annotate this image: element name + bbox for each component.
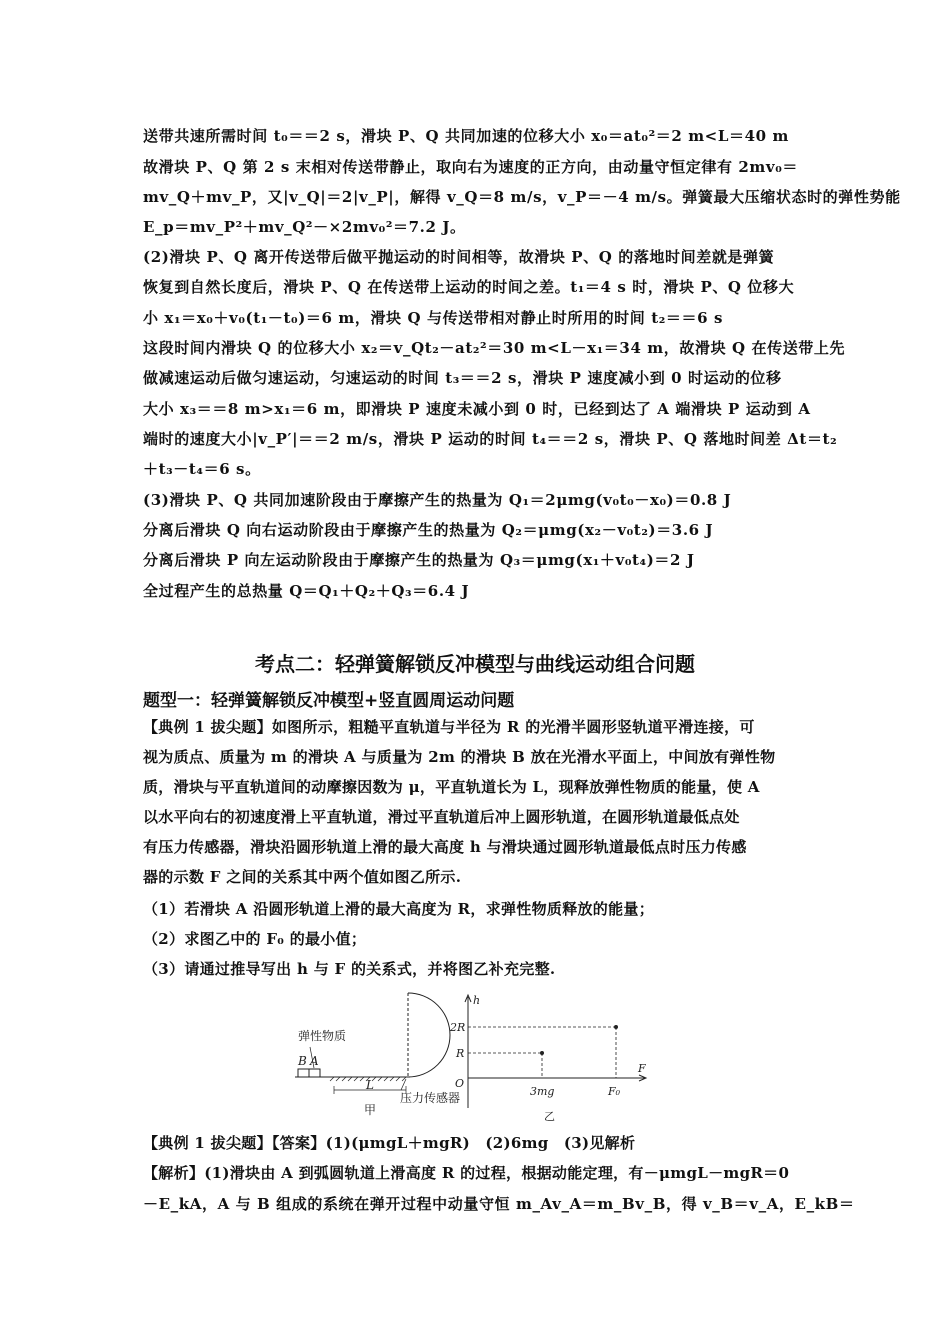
solution-line-9: 做减速运动后做匀速运动，匀速运动的时间 t₃＝＝2 s，滑块 P 速度减小到 0 时运动的位移 xyxy=(143,369,782,387)
solution-line-8: 这段时间内滑块 Q 的位移大小 x₂＝v_Qt₂－at₂²＝30 m<L－x₁＝34 m，故滑块 Q 在传送带上先 xyxy=(143,339,846,357)
solution-line-16: 全过程产生的总热量 Q＝Q₁＋Q₂＋Q₃＝6.4 J xyxy=(143,582,470,600)
solution-line-7: 小 x₁＝x₀＋v₀(t₁－t₀)＝6 m，滑块 Q 与传送带相对静止时所用的时间 t₂＝＝6 s xyxy=(143,309,723,327)
solution-line-6: 恢复到自然长度后，滑块 P、Q 在传送带上运动的时间之差。t₁＝4 s 时，滑块 P、Q 位移大 xyxy=(143,278,795,296)
solution-line-12: ＋t₃－t₄＝6 s。 xyxy=(143,460,261,478)
figure-svg xyxy=(290,992,670,1127)
sensor-pointer xyxy=(401,1079,406,1090)
block-a-label: A xyxy=(310,1054,319,1068)
question-3: （3）请通过推导写出 h 与 F 的关系式，并将图乙补充完整. xyxy=(143,960,556,978)
tick-R: R xyxy=(456,1047,465,1060)
problem-line-6: 器的示数 F 之间的关系其中两个值如图乙所示. xyxy=(143,868,462,886)
solution-line-14: 分离后滑块 Q 向右运动阶段由于摩擦产生的热量为 Q₂＝μmg(x₂－v₀t₂)＝3.6 J xyxy=(143,521,714,539)
solution-line-2: 故滑块 P、Q 第 2 s 末相对传送带静止，取向右为速度的正方向，由动量守恒定律有 2mv₀＝ xyxy=(143,158,798,176)
solution-line-3: mv_Q＋mv_P，又|v_Q|＝2|v_P|，解得 v_Q＝8 m/s，v_P＝－4 m/s。弹簧最大压缩状态时的弹性势能 xyxy=(143,188,901,206)
problem-line-5: 有压力传感器，滑块沿圆形轨道上滑的最大高度 h 与滑块通过圆形轨道最低点时压力传感 xyxy=(143,838,747,856)
tick-2R: 2R xyxy=(450,1021,466,1034)
tick-3mg: 3mg xyxy=(530,1085,555,1098)
solution-line-5: (2)滑块 P、Q 离开传送带后做平抛运动的时间相等，故滑块 P、Q 的落地时间差就是弹簧 xyxy=(143,248,775,266)
block-b xyxy=(298,1069,309,1077)
caption-yi: 乙 xyxy=(544,1110,555,1123)
problem-figure xyxy=(290,992,670,1127)
block-a xyxy=(309,1069,320,1077)
solution-line-4: E_p＝mv_P²＋mv_Q²－×2mv₀²＝7.2 J。 xyxy=(143,218,466,236)
sensor-label: 压力传感器 xyxy=(400,1091,461,1105)
semicircle-track xyxy=(408,993,450,1077)
elastic-label: 弹性物质 xyxy=(298,1029,347,1043)
problem-line-1: 【典例 1 拔尖题】如图所示，粗糙平直轨道与半径为 R 的光滑半圆形竖轨道平滑连接，可 xyxy=(143,718,755,736)
section-heading: 考点二：轻弹簧解锁反冲模型与曲线运动组合问题 xyxy=(255,652,695,676)
origin-label: O xyxy=(455,1077,465,1090)
analysis-line-2: －E_kA，A 与 B 组成的系统在弹开过程中动量守恒 m_Av_A＝m_Bv_B，得 v_B＝v_A，E_kB＝ xyxy=(143,1195,855,1213)
section-subheading: 题型一：轻弹簧解锁反冲模型+竖直圆周运动问题 xyxy=(143,691,515,711)
question-2: （2）求图乙中的 F₀ 的最小值； xyxy=(143,930,367,948)
problem-line-3: 质，滑块与平直轨道间的动摩擦因数为 μ，平直轨道长为 L，现释放弹性物质的能量，使 A xyxy=(143,778,760,796)
solution-line-15: 分离后滑块 P 向左运动阶段由于摩擦产生的热量为 Q₃＝μmg(x₁＋v₀t₄)＝2 J xyxy=(143,551,695,569)
block-b-label: B xyxy=(298,1054,307,1068)
problem-line-4: 以水平向右的初速度滑上平直轨道，滑过平直轨道后冲上圆形轨道，在圆形轨道最低点处 xyxy=(143,808,740,826)
tick-F0: F₀ xyxy=(608,1085,621,1098)
solution-line-10: 大小 x₃＝＝8 m>x₁＝6 m，即滑块 P 速度未减小到 0 时，已经到达了 A 端滑块 P 运动到 A xyxy=(143,400,811,418)
length-label: L xyxy=(366,1078,374,1092)
answer-line: 【典例 1 拔尖题】【答案】(1)(μmgL＋mgR) (2)6mg (3)见解析 xyxy=(143,1134,636,1152)
solution-line-13: (3)滑块 P、Q 共同加速阶段由于摩擦产生的热量为 Q₁＝2μmg(v₀t₀－x₀)＝0.8 J xyxy=(143,491,732,509)
solution-line-1: 送带共速所需时间 t₀＝＝2 s，滑块 P、Q 共同加速的位移大小 x₀＝at₀²＝2 m<L＝40 m xyxy=(143,127,789,145)
analysis-line-1: 【解析】(1)滑块由 A 到弧圆轨道上滑高度 R 的过程，根据动能定理，有－μmgL－mgR＝0 xyxy=(143,1164,790,1182)
caption-jia: 甲 xyxy=(364,1103,377,1117)
question-1: （1）若滑块 A 沿圆形轨道上滑的最大高度为 R，求弹性物质释放的能量； xyxy=(143,900,655,918)
problem-line-2: 视为质点、质量为 m 的滑块 A 与质量为 2m 的滑块 B 放在光滑水平面上，中间放有弹性物 xyxy=(143,748,776,766)
y-axis-label: h xyxy=(473,994,481,1007)
solution-line-11: 端时的速度大小|v_P′|＝＝2 m/s，滑块 P 运动的时间 t₄＝＝2 s，滑块 P、Q 落地时间差 Δt＝t₂ xyxy=(143,430,838,448)
x-axis-label: F xyxy=(638,1062,646,1075)
data-point-1 xyxy=(540,1051,544,1055)
data-point-2 xyxy=(614,1025,618,1029)
